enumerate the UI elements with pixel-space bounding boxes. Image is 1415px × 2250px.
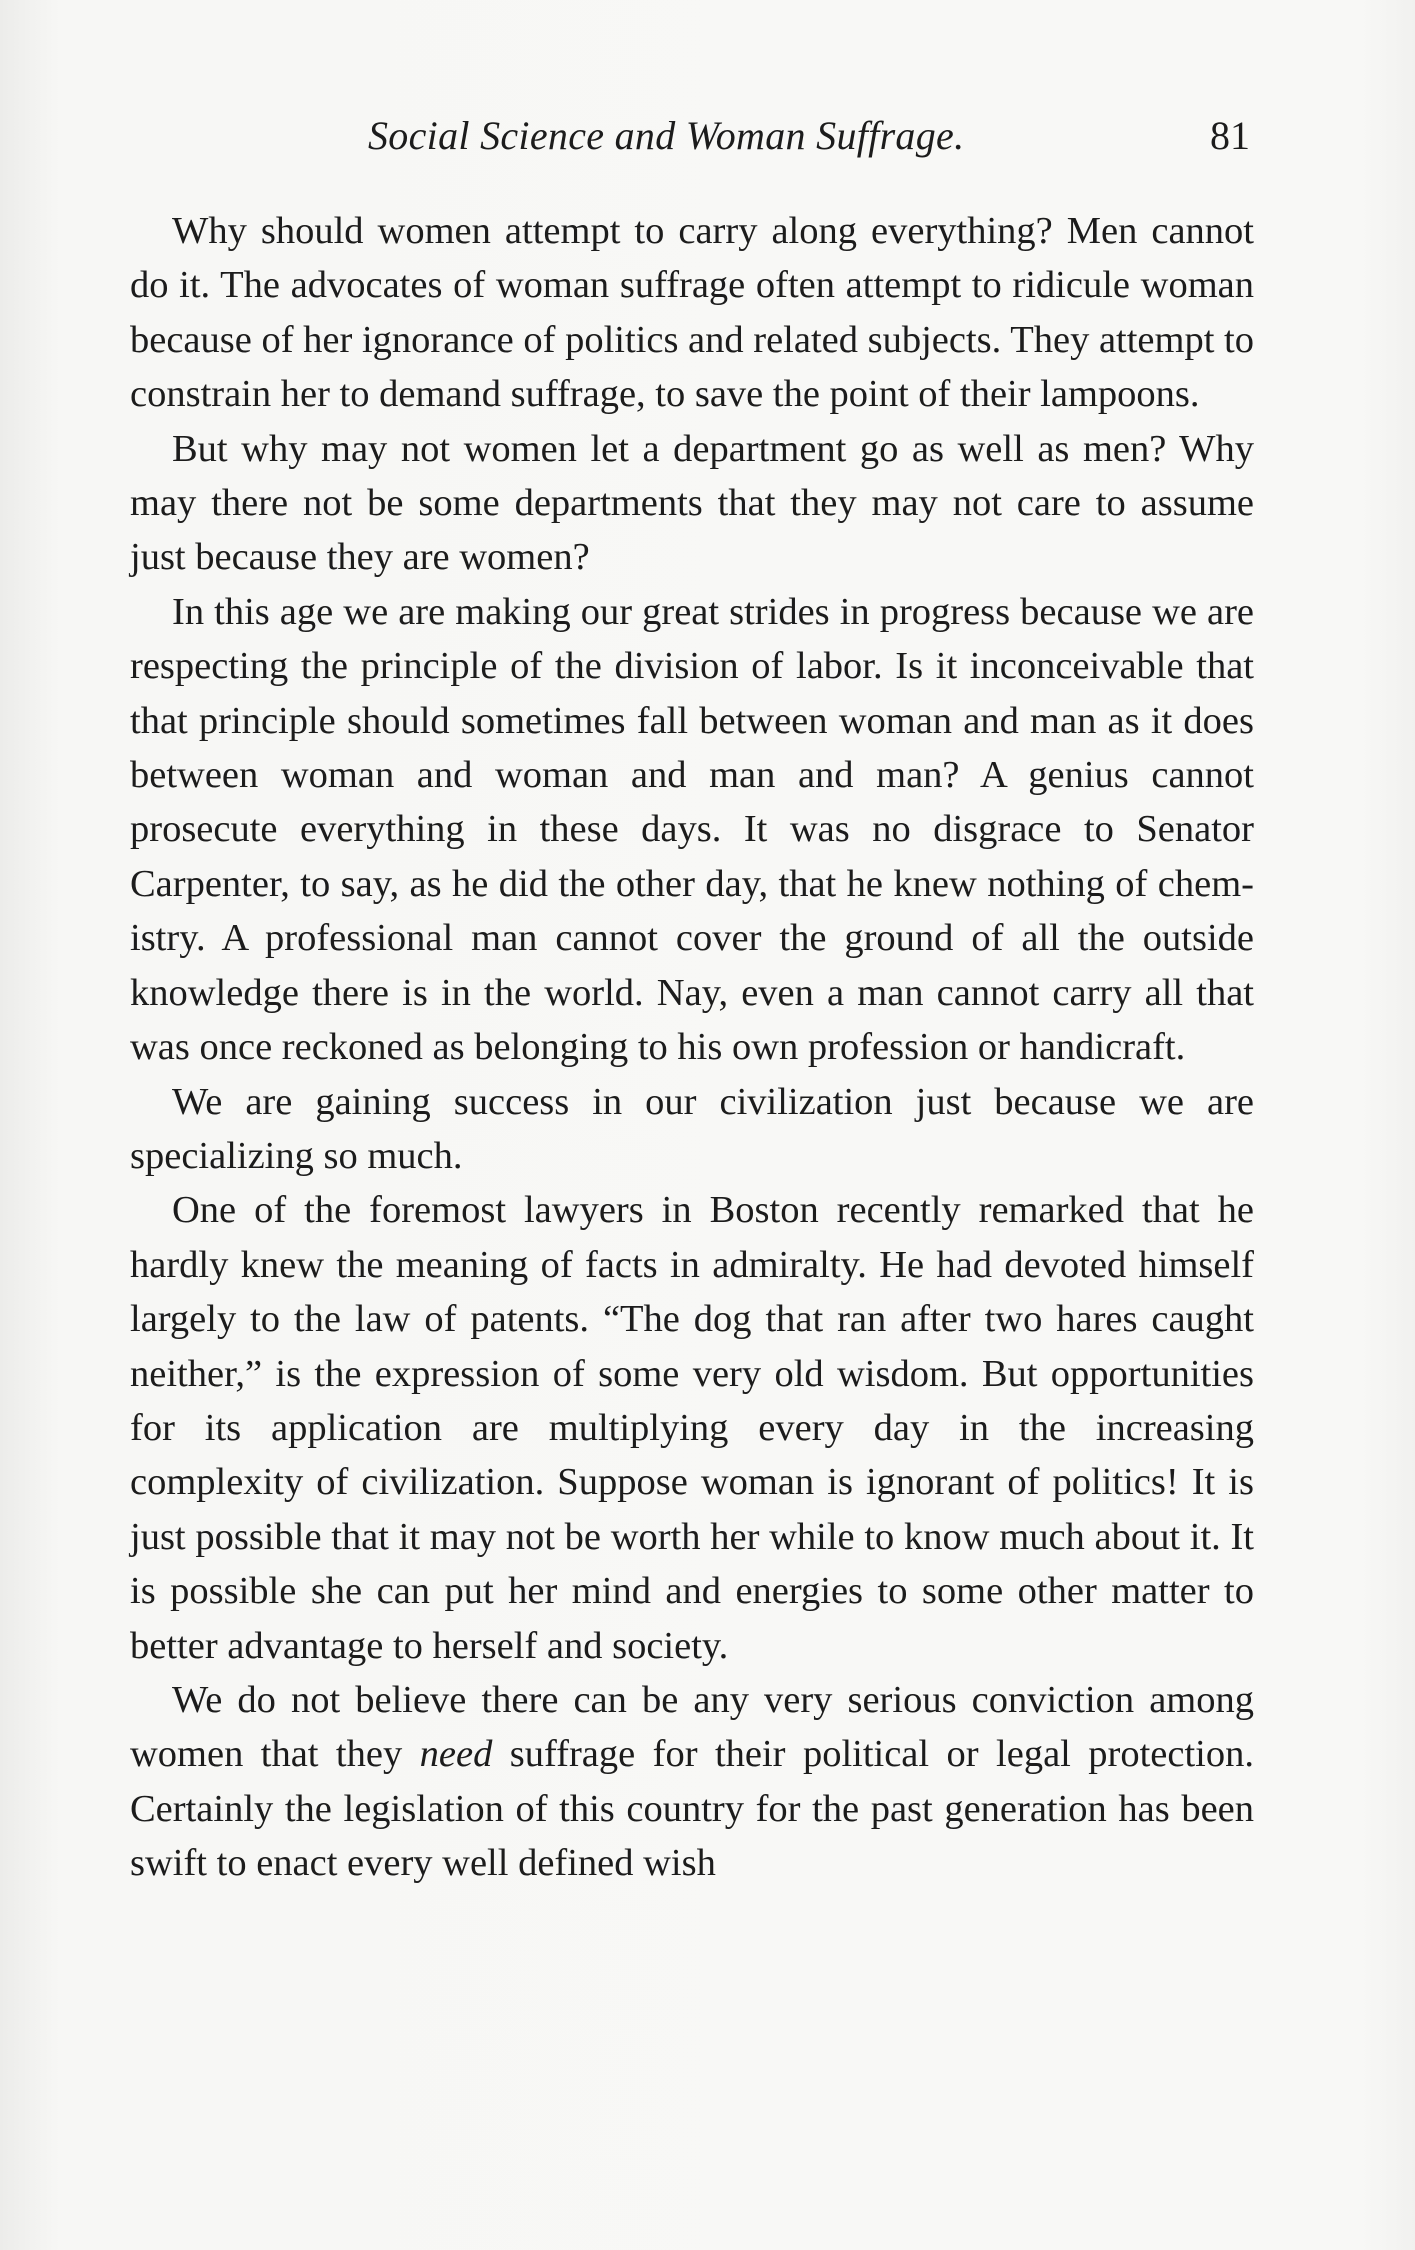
paragraph-6-text-before: We do not believe there can be any very serious conviction among women that they xyxy=(130,1678,1254,1776)
running-title: Social Science and Woman Suffrage. xyxy=(368,113,965,158)
paragraph-1: Why should women attempt to carry along everything? Men cannot do it. The advocates of woman suffrage often attempt to ridicule woman because of her ignorance of politics and related subjects. They attempt to constrain her to demand suffrage, to save the point of their lampoons. xyxy=(130,210,1254,416)
paragraph-6 xyxy=(130,1673,1254,1891)
paragraph-4: We are gaining success in our civilization just because we are specializing so much. xyxy=(130,1080,1254,1177)
paragraph-6-text-after: suffrage for their political or legal protection. Certainly the legislation of this country for the past generation has been swift to enact every well defined wish xyxy=(130,1733,1254,1885)
body-text xyxy=(130,204,1254,1891)
page-number: 81 xyxy=(1210,113,1250,158)
paragraph-5: One of the foremost lawyers in Boston recently remarked that he hardly knew the meaning of facts in admiralty. He had devoted himself largely to the law of patents. “The dog that ran after two hares caught neither,” is the expression of some very old wisdom. But opportunities for its application are multiplying every day in the increasing complexity of civilization. Suppose woman is ignorant of politics! It is just possible that it may not be worth her while to know much about it. It is possible she can put her mind and energies to some other matter to better advantage to herself and society. xyxy=(130,1189,1254,1667)
running-head xyxy=(130,112,1250,172)
paragraph-3: In this age we are making our great strides in progress because we are respecting the principle of the division of labor. Is it inconceivable that that principle should sometimes fall between woman and man as it does between woman and woman and man and man? A genius cannot prosecute everything in these days. It was no disgrace to Senator Carpenter, to say, as he did the other day, that he knew nothing of chemistry. A professional man cannot cover the ground of all the outside knowledge there is in the world. Nay, even a man cannot carry all that was once reckoned as belonging to his own profession or handicraft. xyxy=(130,590,1254,1069)
emphasized-word: need xyxy=(419,1733,493,1776)
paragraph-2: But why may not women let a department go as well as men? Why may there not be some departments that they may not care to assume just because they are women? xyxy=(130,427,1254,579)
